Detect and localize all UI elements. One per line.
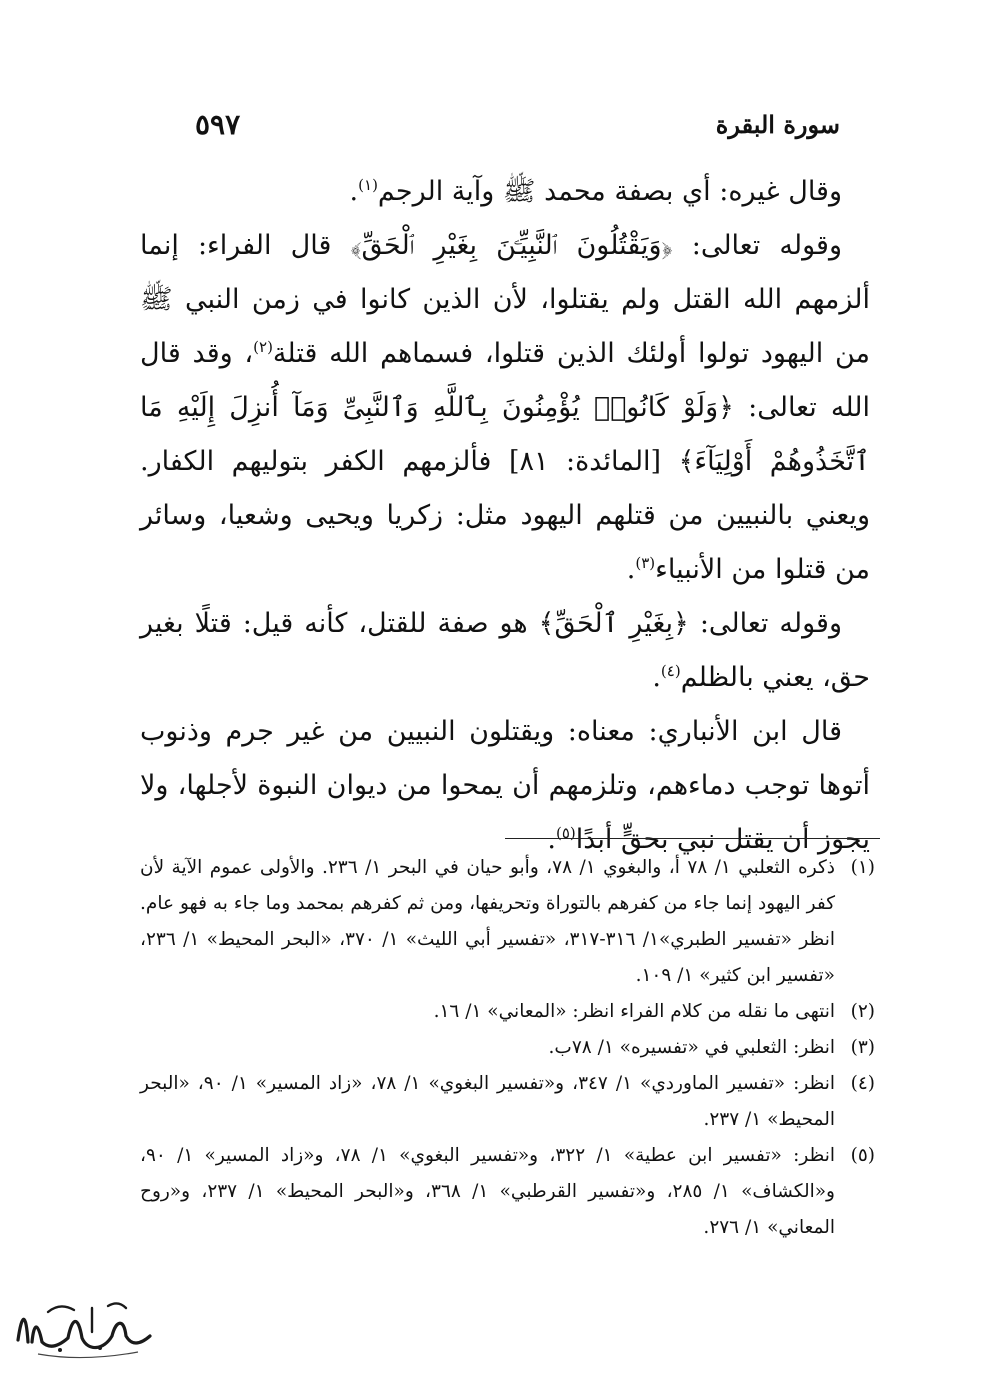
footnote-text: ذكره الثعلبي ١/ ٧٨ أ، والبغوي ١/ ٧٨، وأبو حيان في البحر ١/ ٢٣٦. والأولى عموم الآية لأن كفر اليهود إنما جاء من كفرهم بالتوراة وتحريفها، ومن ثم كفرهم بمحمد وما جاء به فهو عام. انظر «تفسير الطبري»١/ ٣١٦-٣١٧، «تفسير أبي الليث» ١/ ٣٧٠، «البحر المحيط» ١/ ٢٣٦، «تفسير ابن كثير» ١/ ١٠٩. xyxy=(140,857,836,986)
main-text xyxy=(140,165,870,867)
footnote-number: (٥) xyxy=(850,1145,875,1166)
footnote-separator xyxy=(505,838,880,839)
paragraph xyxy=(140,597,870,705)
paragraph-end: . xyxy=(626,554,636,585)
footnote-ref: (٤) xyxy=(660,662,681,680)
footnote-text: انظر: الثعلبي في «تفسيره» ١/ ٧٨ب. xyxy=(548,1037,835,1058)
paragraph-text: وقوله تعالى: ﴿بِغَيْرِ ٱلْحَقِّ﴾ هو صفة للقتل، كأنه قيل: قتلًا بغير حق، يعني بالظلم xyxy=(140,608,870,693)
footnote-text: انتهى ما نقله من كلام الفراء انظر: «المعاني» ١/ ١٦. xyxy=(433,1001,835,1022)
footnote-ref: (٥) xyxy=(555,824,576,842)
footnote xyxy=(140,994,875,1030)
page-number: ٥٩٧ xyxy=(195,107,241,141)
footnote-text: انظر: «تفسير ابن عطية» ١/ ٣٢٢، و«تفسير البغوي» ١/ ٧٨، و«زاد المسير» ١/ ٩٠، و«الكشاف» ١/ ٢٨٥، و«تفسير القرطبي» ١/ ٣٦٨، و«البحر المحيط» ١/ ٢٣٧، و«روح المعاني» ١/ ٢٧٦. xyxy=(140,1145,835,1238)
surah-title: سورة البقرة xyxy=(715,109,840,139)
paragraph xyxy=(140,705,870,867)
paragraph xyxy=(140,165,870,219)
footnote xyxy=(140,850,875,994)
footnote xyxy=(140,1138,875,1246)
paragraph-text: قال ابن الأنباري: معناه: ويقتلون النبيين من غير جرم وذنوب أتوها توجب دماءهم، وتلزمهم أن يمحوا من ديوان النبوة لأجلها، ولا يجوز أن يقتل نبي بحقٍّ أبدًا xyxy=(140,716,870,855)
paragraph-end: . xyxy=(349,176,359,207)
calligraphy-logo-icon xyxy=(8,1292,158,1362)
paragraph-text: وقوله تعالى: ﴿وَيَقْتُلُونَ ٱلنَّبِيِّـۧنَ بِغَيْرِ ٱلْحَقِّ﴾ قال الفراء: إنما ألزمهم الله القتل ولم يقتلوا، لأن الذين كانوا في زمن النبي ﷺ من اليهود تولوا أولئك الذين قتلوا، فسماهم الله قتلة xyxy=(140,230,870,369)
watermark-logo xyxy=(8,1292,158,1362)
footnote-ref: (٢) xyxy=(253,338,273,356)
footnote xyxy=(140,1030,875,1066)
paragraph-end: . xyxy=(652,662,661,693)
footnote-number: (٣) xyxy=(850,1037,875,1058)
footnote xyxy=(140,1066,875,1138)
paragraph-text: وقال غيره: أي بصفة محمد ﷺ وآية الرجم xyxy=(377,176,842,207)
paragraph-end: . xyxy=(547,824,556,855)
paragraph-text: ، وقد قال الله تعالى: ﴿وَلَوْ كَانُوا۟ يُؤْمِنُونَ بِٱللَّهِ وَٱلنَّبِىِّ وَمَآ أُنزِلَ إِلَيْهِ مَا ٱتَّخَذُوهُمْ أَوْلِيَآءَ﴾ [المائدة: ٨١] فألزمهم الكفر بتوليهم الكفار. ويعني بالنبيين من قتلهم اليهود مثل: زكريا ويحيى وشعيا، وسائر من قتلوا من الأنبياء xyxy=(140,338,870,585)
footnote-number: (٤) xyxy=(850,1073,875,1094)
footnote-number: (٢) xyxy=(850,1001,875,1022)
footnotes xyxy=(140,850,875,1246)
paragraph xyxy=(140,219,870,597)
footnote-ref: (١) xyxy=(358,176,378,194)
footnote-text: انظر: «تفسير الماوردي» ١/ ٣٤٧، و«تفسير البغوي» ١/ ٧٨، «زاد المسير» ١/ ٩٠، «البحر المحيط» ١/ ٢٣٧. xyxy=(140,1073,835,1130)
running-header xyxy=(195,104,840,144)
footnote-number: (١) xyxy=(850,857,875,878)
footnote-ref: (٣) xyxy=(635,554,656,572)
